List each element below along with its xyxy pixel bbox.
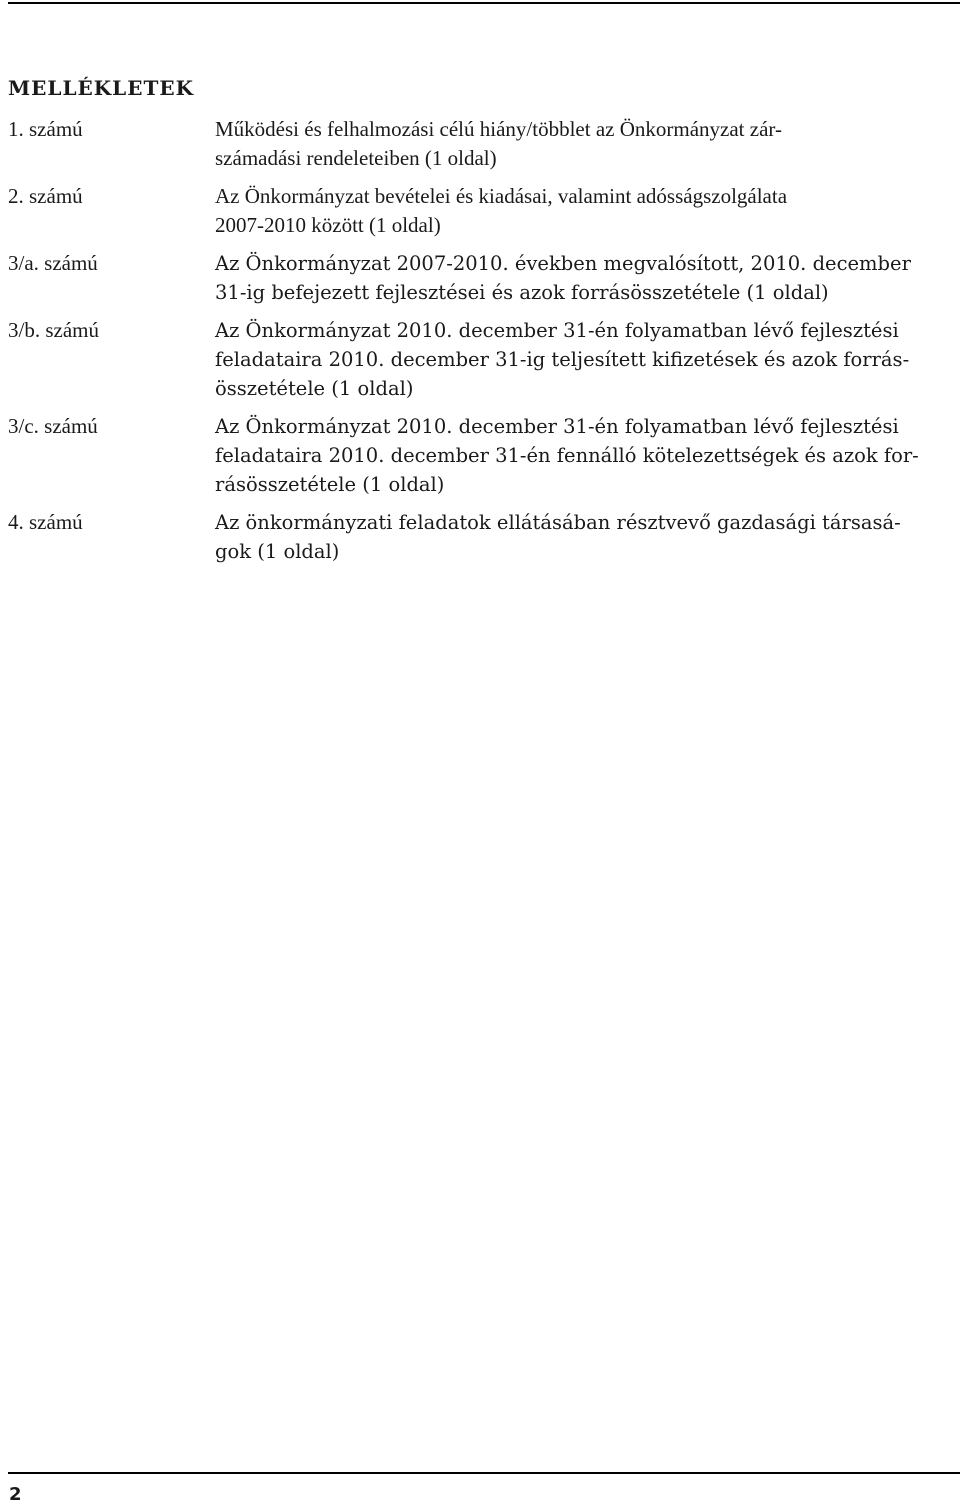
annex-entry-3b [8,316,953,403]
annex-description-line: 31-ig befejezett fejlesztései és azok forrásösszetétele (1 oldal) [215,281,829,304]
annex-description-line: számadási rendeleteiben (1 oldal) [215,146,497,170]
annex-description-line: 2007-2010 között (1 oldal) [215,213,441,237]
annex-description-line: Az Önkormányzat 2007-2010. években megvalósított, 2010. december [215,252,911,275]
annex-description-line: feladataira 2010. december 31-ig teljesített kifizetések és azok forrás- [215,348,910,371]
annex-number: 2. számú [8,184,83,208]
annex-entry-2 [8,182,953,240]
top-rule [8,2,960,4]
annex-number: 3/c. számú [8,414,98,438]
annex-entry-3c [8,412,953,499]
annex-description [215,249,953,307]
annexes-heading: MELLÉKLETEK [8,76,194,100]
annex-description-line: Az Önkormányzat 2010. december 31-én folyamatban lévő fejlesztési [215,319,899,342]
annex-description-line: gok (1 oldal) [215,540,340,563]
annex-description-line: összetétele (1 oldal) [215,377,414,400]
page-number: 2 [9,1484,22,1505]
annex-description [215,316,953,403]
annex-description-line: rásösszetétele (1 oldal) [215,473,445,496]
annex-number: 3/a. számú [8,251,98,275]
annex-number: 1. számú [8,117,83,141]
annex-description-line: Az Önkormányzat 2010. december 31-én folyamatban lévő fejlesztési [215,415,899,438]
annex-description-line: feladataira 2010. december 31-én fennálló kötelezettségek és azok for- [215,444,919,467]
annex-description [215,115,953,173]
annex-list [8,115,953,575]
annex-description-line: Az Önkormányzat bevételei és kiadásai, valamint adósságszolgálata [215,184,788,208]
annex-description [215,412,953,499]
annex-entry-3a [8,249,953,307]
annex-description-line: Az önkormányzati feladatok ellátásában résztvevő gazdasági társasá- [215,511,901,534]
annex-number: 3/b. számú [8,318,99,342]
footer-rule [8,1472,960,1474]
annex-description-line: Működési és felhalmozási célú hiány/többlet az Önkormányzat zár- [215,117,782,141]
annex-entry-4 [8,508,953,566]
annex-description [215,182,953,240]
annex-entry-1 [8,115,953,173]
annex-description [215,508,953,566]
annex-number: 4. számú [8,510,83,534]
